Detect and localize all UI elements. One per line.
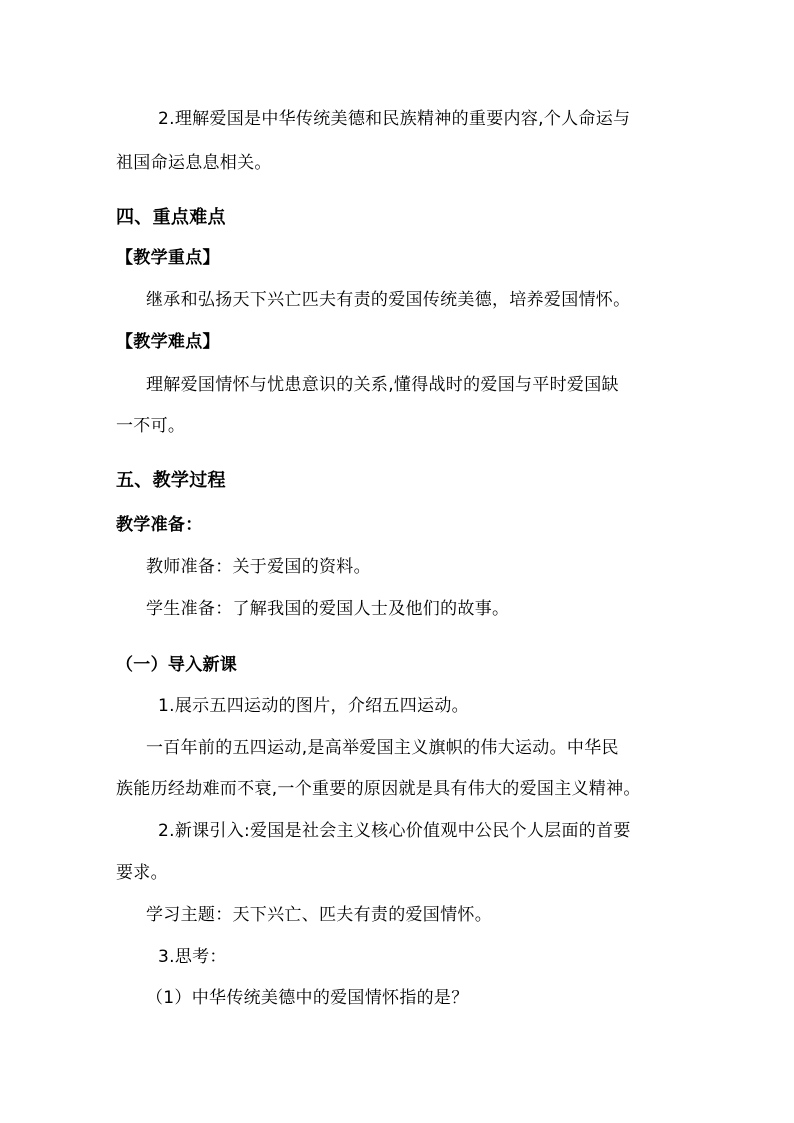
paragraph-line: 学习主题：天下兴亡、匹夫有责的爱国情怀。 bbox=[146, 905, 492, 925]
paragraph-line: 族能历经劫难而不衰,一个重要的原因就是具有伟大的爱国主义精神。 bbox=[116, 779, 641, 799]
paragraph-line: 2.理解爱国是中华传统美德和民族精神的重要内容,个人命运与 bbox=[158, 109, 631, 129]
paragraph-line: 继承和弘扬天下兴亡匹夫有责的爱国传统美德，培养爱国情怀。 bbox=[146, 290, 631, 310]
paragraph-line: 理解爱国情怀与忧患意识的关系,懂得战时的爱国与平时爱国缺 bbox=[146, 375, 619, 395]
paragraph-line: 3.思考： bbox=[158, 947, 227, 967]
subsection-label: 教学准备： bbox=[116, 515, 203, 535]
section-heading: 五、教学过程 bbox=[116, 470, 226, 491]
paragraph-line: （1）中华传统美德中的爱国情怀指的是？ bbox=[146, 988, 469, 1008]
paragraph-line: 一百年前的五四运动,是高举爱国主义旗帜的伟大运动。中华民 bbox=[146, 738, 619, 758]
section-heading: 四、重点难点 bbox=[116, 207, 226, 228]
paragraph-line: 2.新课引入:爱国是社会主义核心价值观中公民个人层面的首要 bbox=[158, 821, 631, 841]
subsection-label: 【教学难点】 bbox=[116, 332, 220, 352]
subsection-label: 【教学重点】 bbox=[116, 248, 220, 268]
subsection-label: （一）导入新课 bbox=[116, 655, 238, 675]
paragraph-line: 要求。 bbox=[116, 863, 168, 883]
paragraph-line: 祖国命运息息相关。 bbox=[116, 153, 272, 173]
paragraph-line: 学生准备：了解我国的爱国人士及他们的故事。 bbox=[146, 599, 510, 619]
paragraph-line: 1.展示五四运动的图片，介绍五四运动。 bbox=[158, 696, 469, 716]
paragraph-line: 一不可。 bbox=[116, 416, 186, 436]
paragraph-line: 教师准备：关于爱国的资料。 bbox=[146, 557, 371, 577]
